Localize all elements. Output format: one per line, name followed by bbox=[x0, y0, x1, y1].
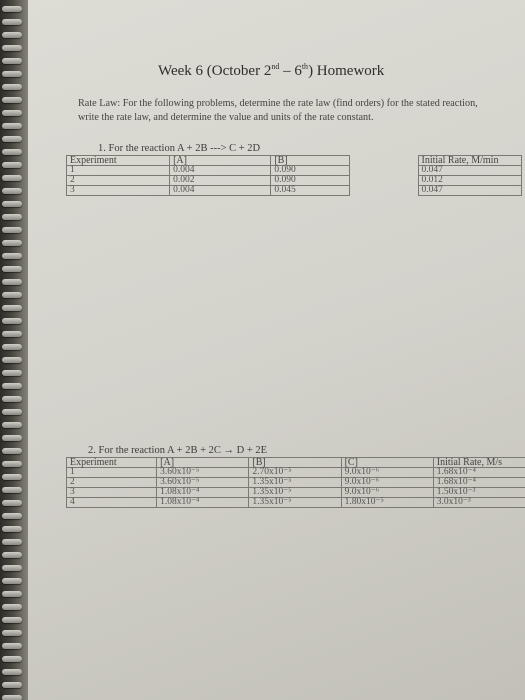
spiral-ring bbox=[2, 188, 22, 194]
table-row bbox=[67, 176, 522, 186]
spiral-ring bbox=[2, 539, 22, 545]
spiral-ring bbox=[2, 331, 22, 337]
spiral-ring bbox=[2, 656, 22, 662]
header-b: [B] bbox=[271, 156, 350, 166]
instructions: Rate Law: For the following problems, determine the rate law (find orders) for the stated reaction, write the rate law, and determine the value and units of the rate constant. bbox=[78, 98, 478, 123]
spiral-ring bbox=[2, 162, 22, 168]
cell-b: 2.70x10⁻⁵ bbox=[249, 468, 341, 478]
table-row bbox=[67, 186, 522, 196]
spiral-ring bbox=[2, 84, 22, 90]
cell-a: 0.004 bbox=[170, 166, 271, 176]
spiral-ring bbox=[2, 422, 22, 428]
cell-a: 3.60x10⁻⁵ bbox=[157, 468, 249, 478]
spiral-ring bbox=[2, 175, 22, 181]
spiral-ring bbox=[2, 604, 22, 610]
page-title bbox=[158, 62, 498, 80]
cell-experiment: 4 bbox=[67, 498, 157, 508]
cell-experiment: 2 bbox=[67, 176, 170, 186]
spiral-ring bbox=[2, 617, 22, 623]
spiral-ring bbox=[2, 97, 22, 103]
spiral-ring bbox=[2, 253, 22, 259]
spiral-ring bbox=[2, 201, 22, 207]
spiral-ring bbox=[2, 552, 22, 558]
spiral-ring bbox=[2, 110, 22, 116]
spiral-ring bbox=[2, 71, 22, 77]
cell-b: 0.045 bbox=[271, 186, 350, 196]
cell-experiment: 1 bbox=[67, 468, 157, 478]
spiral-ring bbox=[2, 695, 22, 700]
cell-b: 1.35x10⁻⁵ bbox=[249, 498, 341, 508]
cell-a: 3.60x10⁻⁵ bbox=[157, 478, 249, 488]
spiral-ring bbox=[2, 32, 22, 38]
spiral-ring bbox=[2, 396, 22, 402]
title-superscript: th bbox=[301, 62, 309, 71]
spiral-ring bbox=[2, 526, 22, 532]
spiral-ring bbox=[2, 487, 22, 493]
problem-2-table bbox=[66, 457, 525, 508]
spiral-ring bbox=[2, 643, 22, 649]
spiral-ring bbox=[2, 149, 22, 155]
table-gap bbox=[350, 166, 418, 176]
cell-c: 1.80x10⁻⁵ bbox=[341, 498, 433, 508]
spiral-ring bbox=[2, 513, 22, 519]
header-rate: Initial Rate, M/s bbox=[433, 458, 525, 468]
spiral-ring bbox=[2, 500, 22, 506]
cell-rate: 0.047 bbox=[418, 166, 521, 176]
spiral-ring bbox=[2, 383, 22, 389]
cell-experiment: 1 bbox=[67, 166, 170, 176]
header-rate: Initial Rate, M/min bbox=[418, 156, 521, 166]
spiral-ring bbox=[2, 474, 22, 480]
title-text: Week 6 (October 2 bbox=[158, 63, 272, 79]
spiral-ring bbox=[2, 318, 22, 324]
cell-b: 0.090 bbox=[271, 176, 350, 186]
spiral-ring bbox=[2, 214, 22, 220]
spiral-ring bbox=[2, 630, 22, 636]
spiral-ring bbox=[2, 669, 22, 675]
table-row bbox=[67, 478, 525, 488]
problem-1-heading: 1. For the reaction A + 2B ---> C + 2D bbox=[98, 143, 261, 154]
problem-2-heading: 2. For the reaction A + 2B + 2C → D + 2E bbox=[88, 445, 268, 456]
cell-rate: 1.68x10⁻⁴ bbox=[433, 478, 525, 488]
table-header-row bbox=[67, 458, 525, 468]
homework-page bbox=[28, 0, 525, 700]
spiral-ring bbox=[2, 682, 22, 688]
cell-experiment: 3 bbox=[67, 488, 157, 498]
spiral-ring bbox=[2, 6, 22, 12]
spiral-ring bbox=[2, 240, 22, 246]
cell-b: 0.090 bbox=[271, 166, 350, 176]
problem-1-table bbox=[66, 155, 522, 196]
table-gap bbox=[350, 156, 418, 166]
spiral-ring bbox=[2, 45, 22, 51]
cell-c: 9.0x10⁻⁶ bbox=[341, 478, 433, 488]
spiral-ring bbox=[2, 123, 22, 129]
cell-a: 0.004 bbox=[170, 186, 271, 196]
cell-rate: 0.047 bbox=[418, 186, 521, 196]
spiral-ring bbox=[2, 461, 22, 467]
cell-a: 1.08x10⁻⁴ bbox=[157, 488, 249, 498]
cell-a: 1.08x10⁻⁴ bbox=[157, 498, 249, 508]
spiral-ring bbox=[2, 279, 22, 285]
cell-rate: 1.68x10⁻⁴ bbox=[433, 468, 525, 478]
header-c: [C] bbox=[341, 458, 433, 468]
title-superscript: nd bbox=[271, 62, 280, 71]
spiral-ring bbox=[2, 565, 22, 571]
title-text: – 6 bbox=[279, 63, 302, 79]
cell-a: 0.002 bbox=[170, 176, 271, 186]
cell-rate: 0.012 bbox=[418, 176, 521, 186]
spiral-ring bbox=[2, 435, 22, 441]
spiral-ring bbox=[2, 578, 22, 584]
spiral-ring bbox=[2, 58, 22, 64]
cell-rate: 1.50x10⁻³ bbox=[433, 488, 525, 498]
notebook-spiral bbox=[0, 0, 30, 700]
spiral-ring bbox=[2, 448, 22, 454]
spiral-ring bbox=[2, 227, 22, 233]
table-gap bbox=[350, 176, 418, 186]
table-row bbox=[67, 166, 522, 176]
cell-b: 1.35x10⁻⁵ bbox=[249, 478, 341, 488]
cell-b: 1.35x10⁻⁵ bbox=[249, 488, 341, 498]
spiral-ring bbox=[2, 409, 22, 415]
spiral-ring bbox=[2, 344, 22, 350]
header-a: [A] bbox=[170, 156, 271, 166]
cell-rate: 3.0x10⁻³ bbox=[433, 498, 525, 508]
cell-experiment: 2 bbox=[67, 478, 157, 488]
table-row bbox=[67, 488, 525, 498]
cell-c: 9.0x10⁻⁶ bbox=[341, 468, 433, 478]
header-b: [B] bbox=[249, 458, 341, 468]
spiral-ring bbox=[2, 357, 22, 363]
header-experiment: Experiment bbox=[67, 156, 170, 166]
spiral-ring bbox=[2, 266, 22, 272]
header-a: [A] bbox=[157, 458, 249, 468]
spiral-ring bbox=[2, 292, 22, 298]
spiral-ring bbox=[2, 591, 22, 597]
title-text: ) Homework bbox=[308, 63, 385, 79]
spiral-ring bbox=[2, 136, 22, 142]
cell-c: 9.0x10⁻⁶ bbox=[341, 488, 433, 498]
spiral-ring bbox=[2, 19, 22, 25]
table-row bbox=[67, 468, 525, 478]
table-gap bbox=[350, 186, 418, 196]
cell-experiment: 3 bbox=[67, 186, 170, 196]
table-row bbox=[67, 498, 525, 508]
spiral-ring bbox=[2, 305, 22, 311]
table-header-row bbox=[67, 156, 522, 166]
header-experiment: Experiment bbox=[67, 458, 157, 468]
spiral-ring bbox=[2, 370, 22, 376]
